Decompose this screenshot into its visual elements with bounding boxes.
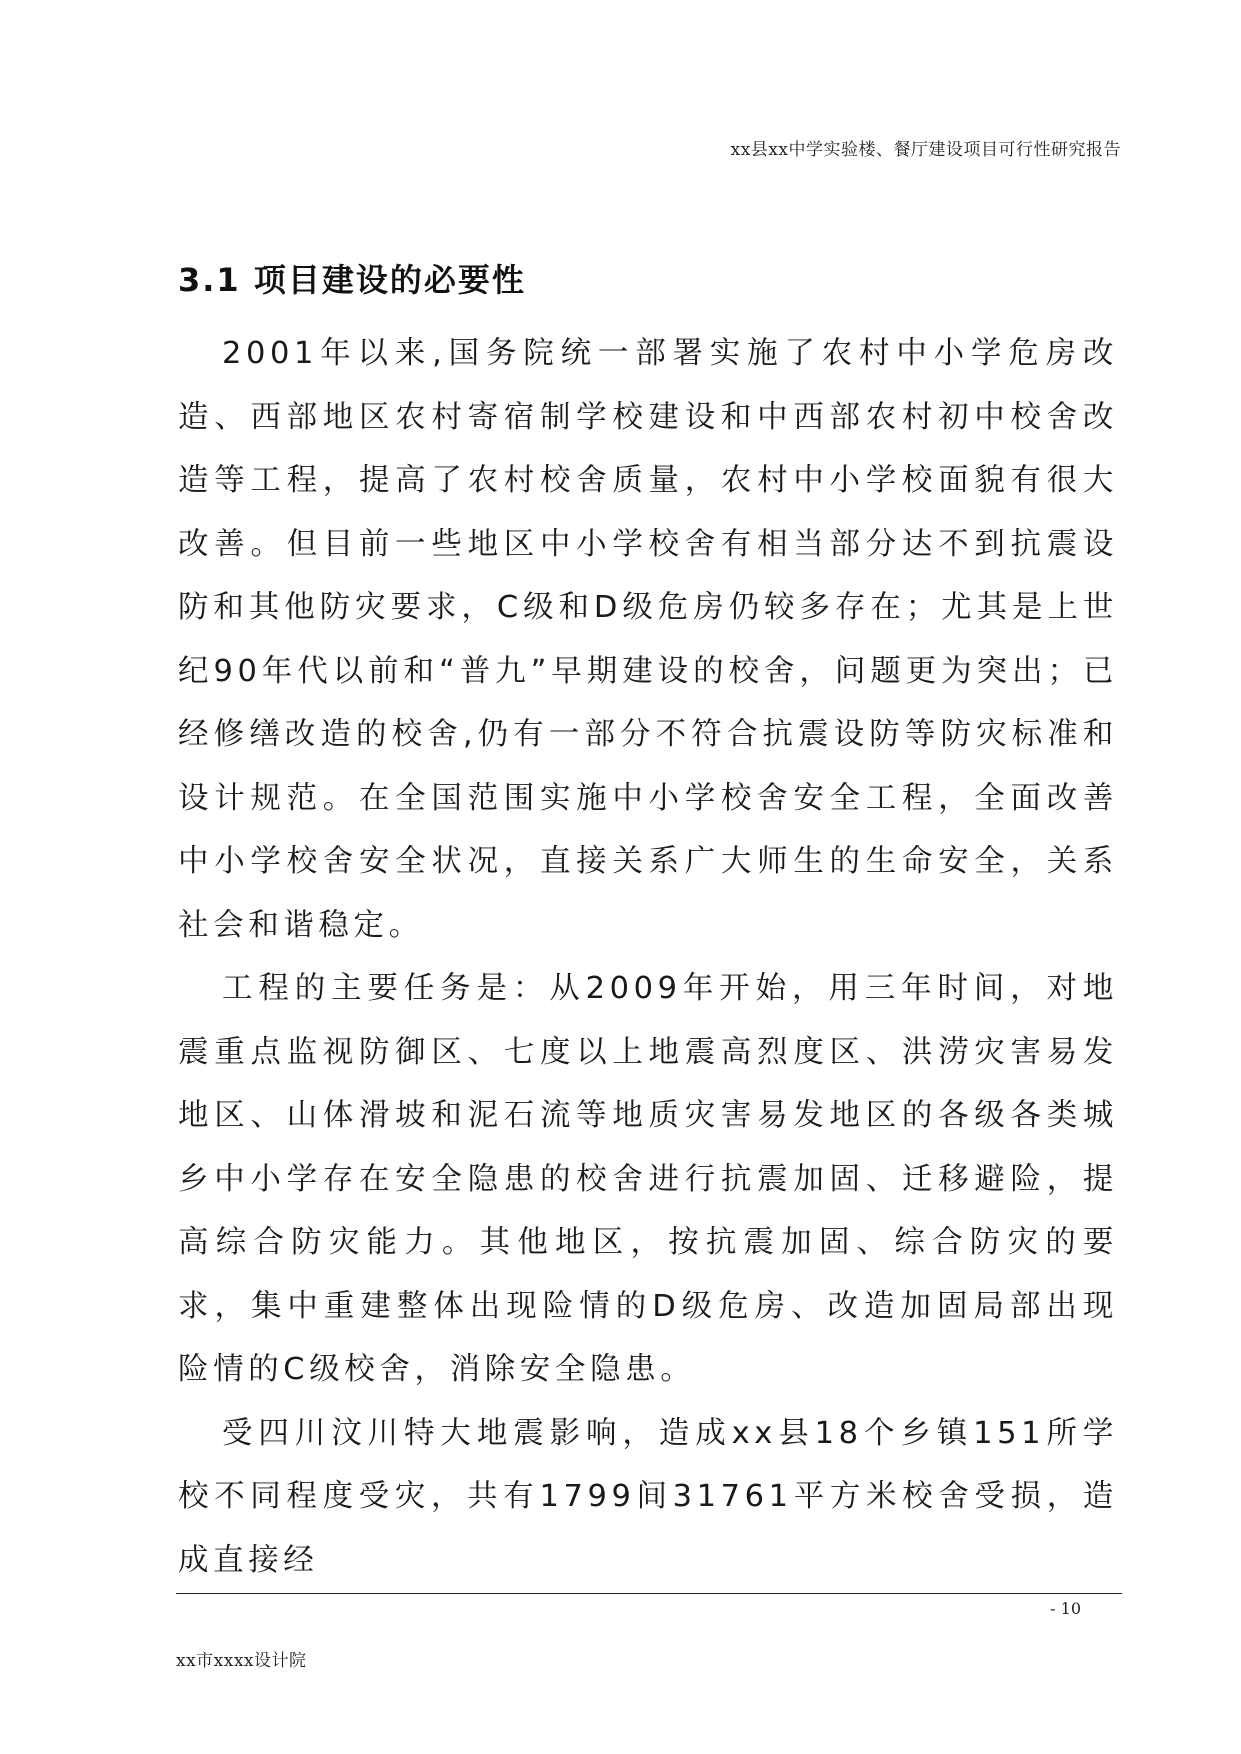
paragraph-main-tasks: 工程的主要任务是：从2009年开始，用三年时间，对地震重点监视防御区、七度以上地震高烈度区、洪涝灾害易发地区、山体滑坡和泥石流等地质灾害易发地区的各级各类城乡中小学存在安全隐患的校舍进行抗震加固、迁移避险，提高综合防灾能力。其他地区，按抗震加固、综合防灾的要求，集中重建整体出现险情的D级危房、改造加固局部出现险情的C级校舍，消除安全隐患。	[178, 971, 1118, 1387]
paragraph-earthquake-impact: 受四川汶川特大地震影响，造成xx县18个乡镇151所学校不同程度受灾，共有1799间31761平方米校舍受损，造成直接经	[178, 1415, 1118, 1578]
running-header-title: xx县xx中学实验楼、餐厅建设项目可行性研究报告	[730, 140, 1121, 160]
footer-organization: xx市xxxx设计院	[176, 1651, 307, 1671]
page-number: - 10	[1050, 1599, 1081, 1618]
footer-divider	[176, 1593, 1122, 1594]
paragraph-background: 2001年以来,国务院统一部署实施了农村中小学危房改造、西部地区农村寄宿制学校建设和中西部农村初中校舍改造等工程，提高了农村校舍质量，农村中小学校面貌有很大改善。但目前一些地区中小学校舍有相当部分达不到抗震设防和其他防灾要求，C级和D级危房仍较多存在；尤其是上世纪90年代以前和“普九”早期建设的校舍，问题更为突出；已经修缮改造的校舍,仍有一部分不符合抗震设防等防灾标准和设计规范。在全国范围实施中小学校舍安全工程，全面改善中小学校舍安全状况，直接关系广大师生的生命安全，关系社会和谐稳定。	[178, 336, 1118, 943]
body-text	[178, 322, 1118, 1592]
section-heading: 3.1 项目建设的必要性	[178, 261, 526, 299]
